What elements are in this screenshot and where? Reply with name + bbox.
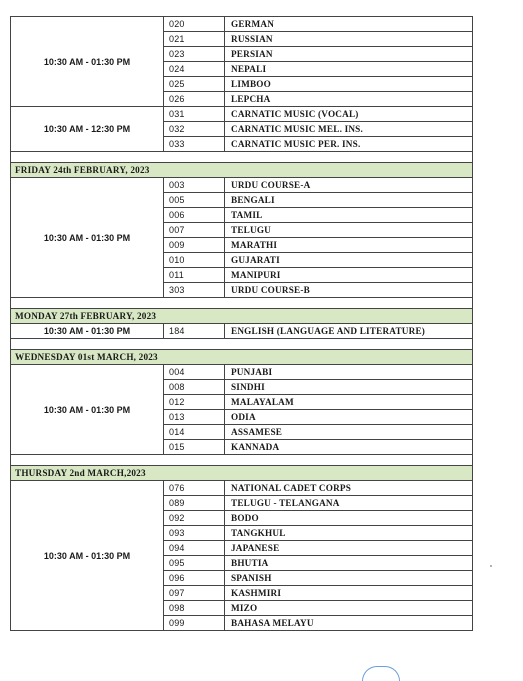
- table-row: [11, 365, 473, 380]
- subject-code-cell: 089: [164, 496, 225, 511]
- subject-code-cell: 012: [164, 395, 225, 410]
- subject-code-cell: 014: [164, 425, 225, 440]
- subject-name-cell: URDU COURSE-B: [225, 283, 473, 298]
- table-row: [11, 324, 473, 339]
- subject-name-cell: SPANISH: [225, 571, 473, 586]
- subject-name-cell: MIZO: [225, 601, 473, 616]
- subject-code-cell: 184: [164, 324, 225, 339]
- subject-name-cell: NEPALI: [225, 62, 473, 77]
- spacer-row: [11, 339, 473, 350]
- subject-name-cell: GERMAN: [225, 17, 473, 32]
- subject-name-cell: BHUTIA: [225, 556, 473, 571]
- spacer-cell: [11, 298, 473, 309]
- subject-code-cell: 026: [164, 92, 225, 107]
- subject-name-cell: LIMBOO: [225, 77, 473, 92]
- subject-code-cell: 094: [164, 541, 225, 556]
- time-slot-cell: 10:30 AM - 12:30 PM: [11, 107, 164, 152]
- subject-code-cell: 099: [164, 616, 225, 631]
- subject-code-cell: 024: [164, 62, 225, 77]
- subject-code-cell: 031: [164, 107, 225, 122]
- spacer-cell: [11, 152, 473, 163]
- subject-code-cell: 007: [164, 223, 225, 238]
- subject-code-cell: 303: [164, 283, 225, 298]
- subject-code-cell: 006: [164, 208, 225, 223]
- subject-code-cell: 008: [164, 380, 225, 395]
- subject-name-cell: URDU COURSE-A: [225, 178, 473, 193]
- subject-name-cell: MARATHI: [225, 238, 473, 253]
- date-header: THURSDAY 2nd MARCH,2023: [11, 466, 473, 481]
- date-header-row: [11, 350, 473, 365]
- subject-name-cell: ENGLISH (LANGUAGE AND LITERATURE): [225, 324, 473, 339]
- subject-name-cell: PUNJABI: [225, 365, 473, 380]
- table-row: [11, 17, 473, 32]
- subject-name-cell: SINDHI: [225, 380, 473, 395]
- subject-name-cell: CARNATIC MUSIC (VOCAL): [225, 107, 473, 122]
- subject-name-cell: PERSIAN: [225, 47, 473, 62]
- subject-code-cell: 095: [164, 556, 225, 571]
- table-row: [11, 107, 473, 122]
- subject-name-cell: MANIPURI: [225, 268, 473, 283]
- subject-name-cell: TANGKHUL: [225, 526, 473, 541]
- schedule-body: [11, 17, 473, 631]
- subject-name-cell: ODIA: [225, 410, 473, 425]
- date-header-row: [11, 466, 473, 481]
- subject-name-cell: RUSSIAN: [225, 32, 473, 47]
- subject-code-cell: 092: [164, 511, 225, 526]
- subject-name-cell: TELUGU - TELANGANA: [225, 496, 473, 511]
- table-row: [11, 178, 473, 193]
- time-slot-cell: 10:30 AM - 01:30 PM: [11, 178, 164, 298]
- subject-code-cell: 076: [164, 481, 225, 496]
- subject-name-cell: CARNATIC MUSIC PER. INS.: [225, 137, 473, 152]
- subject-name-cell: BENGALI: [225, 193, 473, 208]
- subject-code-cell: 015: [164, 440, 225, 455]
- date-header-row: [11, 309, 473, 324]
- subject-code-cell: 020: [164, 17, 225, 32]
- subject-name-cell: BAHASA MELAYU: [225, 616, 473, 631]
- subject-name-cell: TAMIL: [225, 208, 473, 223]
- spacer-row: [11, 152, 473, 163]
- subject-name-cell: CARNATIC MUSIC MEL. INS.: [225, 122, 473, 137]
- subject-name-cell: KASHMIRI: [225, 586, 473, 601]
- date-header: FRIDAY 24th FEBRUARY, 2023: [11, 163, 473, 178]
- subject-name-cell: TELUGU: [225, 223, 473, 238]
- subject-name-cell: LEPCHA: [225, 92, 473, 107]
- subject-code-cell: 005: [164, 193, 225, 208]
- subject-code-cell: 097: [164, 586, 225, 601]
- time-slot-cell: 10:30 AM - 01:30 PM: [11, 17, 164, 107]
- date-header-row: [11, 163, 473, 178]
- subject-name-cell: NATIONAL CADET CORPS: [225, 481, 473, 496]
- subject-code-cell: 004: [164, 365, 225, 380]
- exam-schedule-sheet: [10, 16, 472, 631]
- subject-code-cell: 098: [164, 601, 225, 616]
- subject-code-cell: 093: [164, 526, 225, 541]
- exam-schedule-table: [10, 16, 473, 631]
- subject-name-cell: JAPANESE: [225, 541, 473, 556]
- subject-name-cell: GUJARATI: [225, 253, 473, 268]
- spacer-cell: [11, 339, 473, 350]
- spacer-row: [11, 298, 473, 309]
- spacer-row: [11, 455, 473, 466]
- subject-name-cell: MALAYALAM: [225, 395, 473, 410]
- date-header: WEDNESDAY 01st MARCH, 2023: [11, 350, 473, 365]
- subject-code-cell: 010: [164, 253, 225, 268]
- time-slot-cell: 10:30 AM - 01:30 PM: [11, 481, 164, 631]
- subject-name-cell: ASSAMESE: [225, 425, 473, 440]
- spacer-cell: [11, 455, 473, 466]
- subject-code-cell: 013: [164, 410, 225, 425]
- time-slot-cell: 10:30 AM - 01:30 PM: [11, 324, 164, 339]
- subject-code-cell: 023: [164, 47, 225, 62]
- subject-code-cell: 009: [164, 238, 225, 253]
- time-slot-cell: 10:30 AM - 01:30 PM: [11, 365, 164, 455]
- scan-speck: [490, 565, 492, 567]
- subject-code-cell: 021: [164, 32, 225, 47]
- subject-code-cell: 033: [164, 137, 225, 152]
- subject-name-cell: BODO: [225, 511, 473, 526]
- logo-stamp-icon: [362, 666, 400, 681]
- subject-code-cell: 011: [164, 268, 225, 283]
- subject-name-cell: KANNADA: [225, 440, 473, 455]
- subject-code-cell: 032: [164, 122, 225, 137]
- date-header: MONDAY 27th FEBRUARY, 2023: [11, 309, 473, 324]
- table-row: [11, 481, 473, 496]
- subject-code-cell: 025: [164, 77, 225, 92]
- subject-code-cell: 003: [164, 178, 225, 193]
- subject-code-cell: 096: [164, 571, 225, 586]
